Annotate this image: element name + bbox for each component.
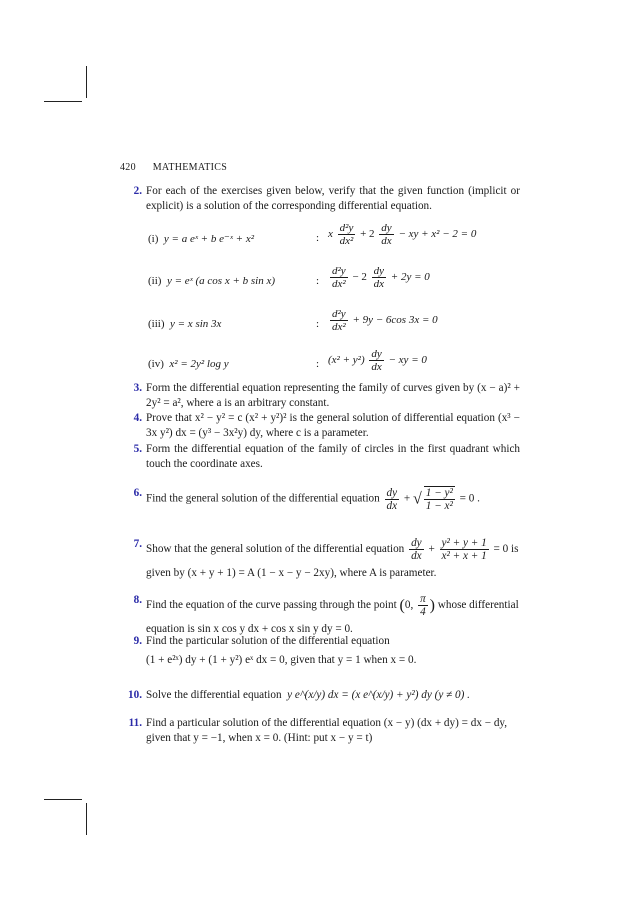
fraction: $\frac{dy}{dx}$ [371,348,382,373]
exercise-2 [120,184,520,214]
exercise-text: Form the differential equation representing the family of curves given by (x − a)² + 2y² = a², where a is an arbitrary constant. [146,382,520,409]
exercise-number: 9. [133,635,142,647]
fraction: $\frac{\text{d²y}}{\text{dx²}}$ [332,265,346,290]
exercise-text: Find a particular solution of the differential equation (x − y) (dx + dy) = dx − dy, [146,717,508,729]
exercise-10 [120,688,520,703]
exercise-text: Solve the differential equation [146,689,282,701]
fraction: $\frac{\text{1 − y²}}{\text{1 − x²}}$ [425,487,453,512]
item-colon: : [316,275,320,287]
item-equation: x $\frac{\text{d²y}}{\text{dx²}}$ + 2 $\frac{dy}{dx}$ − xy + x² − 2 = 0 [328,222,477,247]
item-function: x² = 2y² log y [169,358,229,370]
item-equation: (x² + y²) $\frac{dy}{dx}$ − xy = 0 [328,348,427,373]
exercise-number: 11. [128,717,142,729]
fraction: $\frac{dy}{dx}$ [411,537,422,562]
exercise-11 [120,716,520,746]
sqrt-sign: √ [413,490,422,508]
item-colon: : [316,232,320,244]
exercise-text-continued: equation is sin x cos y dx + cos x sin y dy = 0. [146,623,353,635]
fraction: $\frac{dy}{dx}$ [373,265,385,290]
exercise-text: Find the equation of the curve passing through the point [146,599,397,612]
exercise-text: Show that the general solution of the differential equation [146,543,405,556]
exercise-4 [120,411,520,441]
running-title: MATHEMATICS [152,162,228,173]
exercise-text-continued: given that y = −1, when x = 0. (Hint: put x − y = t) [146,732,373,744]
crop-mark-top-horizontal [44,101,82,102]
fraction: $\frac{\text{d²y}}{\text{dx²}}$ [332,308,346,333]
item-label: (iv) [148,358,164,370]
exercise-9 [120,634,520,668]
fraction: $\frac{\pi}{4}$ [420,593,426,618]
item-label: (ii) [148,275,162,287]
item-colon: : [316,318,320,330]
item-label: (iii) [148,318,165,330]
item-label: (i) [148,233,159,245]
exercise-number: 4. [133,412,142,424]
exercise-8: 8. Find the equation of the curve passing through the point (0, $\frac{\pi}{4}$ ) whose differential equation is sin x cos y dx + cos x sin y dy = 0. [120,593,520,637]
exercise-number: 10. [128,689,142,701]
item-colon: : [316,358,320,370]
fraction: $\frac{\text{d²y}}{\text{dx²}}$ [339,222,354,247]
exercise-text-continued: (1 + e²ˣ) dy + (1 + y²) eˣ dx = 0, given that y = 1 when x = 0. [146,654,417,666]
exercise-number: 7. [133,538,142,550]
page-header [120,162,227,173]
fraction: $\frac{dy}{dx}$ [381,222,392,247]
exercise-number: 3. [133,382,142,394]
exercise-7: 7. Show that the general solution of the differential equation $\frac{dy}{dx}$ + $\frac{\text{y² + y + 1}}{\text{x² + x + 1}}$ = 0 is given by (x + y + 1) = A (1 − x − y − 2xy), where A is parameter. [120,537,520,581]
exercise-number: 8. [133,594,142,606]
page-number: 420 [120,162,136,173]
fraction: $\frac{\text{y² + y + 1}}{\text{x² + x + 1}}$ [441,537,487,562]
exercise-5 [120,442,520,472]
exercise-number: 6. [133,487,142,499]
exercise-text: For each of the exercises given below, verify that the given function (implicit or explicit) is a solution of the corresponding differential equation. [146,185,520,212]
crop-mark-bottom-horizontal [44,799,82,800]
exercise-number: 5. [133,443,142,455]
exercise-6: 6. Find the general solution of the differential equation $\frac{dy}{dx}$ + √ $\frac{\text{1 − y²}}{\text{1 − x²}}$ = 0 . [120,486,520,512]
exercise-number: 2. [133,185,142,197]
exercise-text: Find the general solution of the differential equation [146,492,380,505]
exercise-text: Form the differential equation of the family of circles in the first quadrant which touch the coordinate axes. [146,443,520,470]
exercise-3 [120,381,520,411]
exercise-text: Prove that x² − y² = c (x² + y²)² is the general solution of differential equation (x³ − 3x y²) dx = (y³ − 3x²y) dy, where c is a parameter. [146,412,520,439]
item-function: y = eˣ (a cos x + b sin x) [166,275,276,287]
item-function: y = x sin 3x [170,318,222,330]
crop-mark-bottom-vertical [86,803,87,835]
item-function: y = a eˣ + b e⁻ˣ + x² [163,233,255,245]
exercise-text-continued: given by (x + y + 1) = A (1 − x − y − 2xy), where A is parameter. [146,567,437,579]
fraction: $\frac{dy}{dx}$ [386,486,398,512]
exercise-text: Find the particular solution of the differential equation [146,635,390,647]
crop-mark-top-vertical [86,66,87,98]
item-equation: $\frac{\text{d²y}}{\text{dx²}}$ − 2 $\frac{dy}{dx}$ + 2y = 0 [332,265,430,290]
equation: y e^(x/y) dx = (x e^(x/y) + y²) dy (y ≠ 0) . [287,689,470,701]
item-equation: $\frac{\text{d²y}}{\text{dx²}}$ + 9y − 6cos 3x = 0 [332,308,438,333]
